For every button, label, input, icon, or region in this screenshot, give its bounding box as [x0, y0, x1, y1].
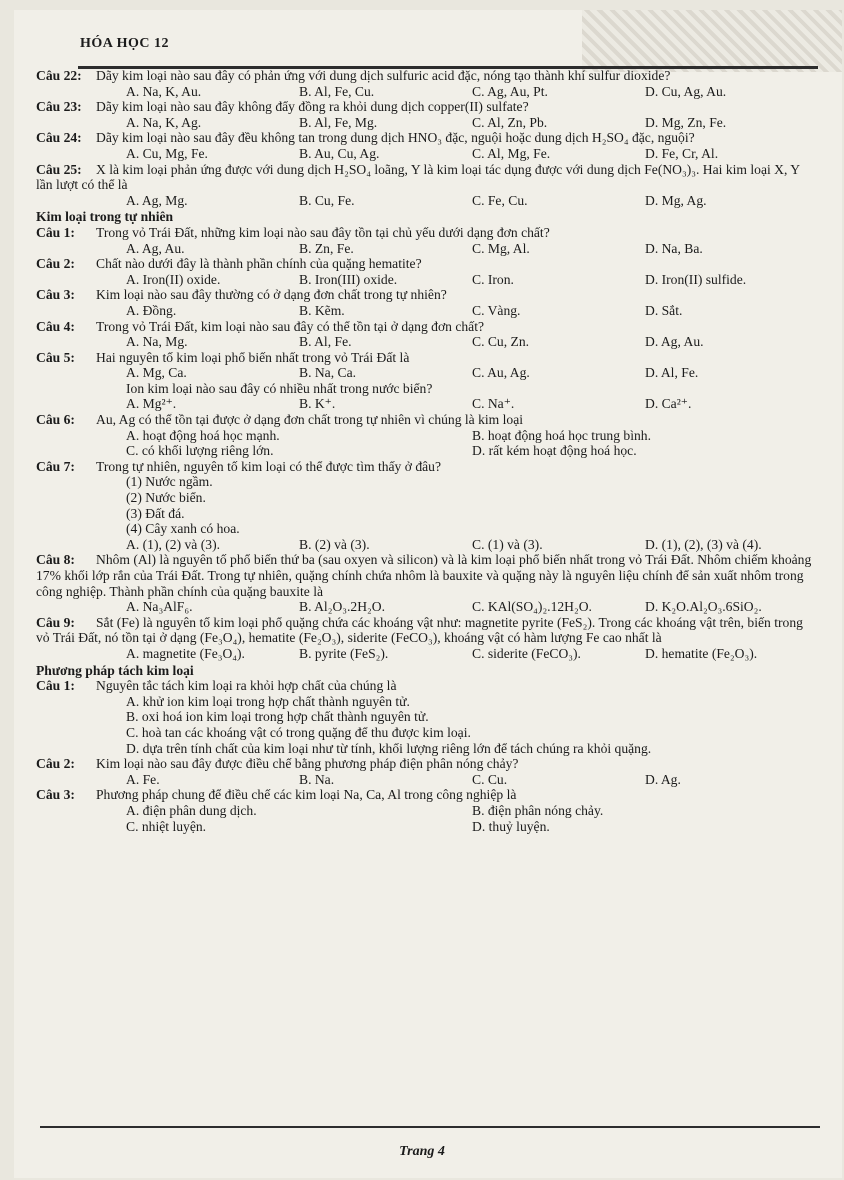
answer-option: B. Al, Fe.	[299, 334, 352, 350]
question-number: Câu 4:	[36, 318, 75, 334]
answer-options	[36, 537, 818, 553]
page-header: HÓA HỌC 12	[80, 36, 170, 51]
question	[36, 225, 818, 241]
answer-option: B. điện phân nóng chảy.	[472, 802, 604, 818]
answer-option: C. siderite (FeCO₃).	[472, 645, 581, 661]
decorative-pattern	[582, 10, 842, 72]
question-stem: Nhôm (Al) là nguyên tố phổ biến thứ ba (sau oxyen và silicon) và là kim loại phổ biến nhất trong vỏ Trái Đất. Nhôm chiếm khoảng 17% khối lớp rắn của Trái Đất. Trong tự nhiên, quặng chính chứa nhôm là bauxite và quặng này là nguyên liệu chính để sản xuất nhôm trong công nghiệp. Thành phần chính của quặng bauxite là	[36, 552, 812, 599]
question-number: Câu 1:	[36, 224, 75, 240]
answer-option: A. Đồng.	[126, 302, 177, 318]
answer-option: B. Al₂O₃.2H₂O.	[299, 599, 385, 615]
answer-options	[36, 272, 818, 288]
question	[36, 412, 818, 428]
answer-option: B. Iron(III) oxide.	[299, 271, 398, 287]
answer-option: B. Kẽm.	[299, 302, 345, 318]
question-number: Câu 5:	[36, 349, 75, 365]
question-stem: Au, Ag có thể tồn tại được ở dạng đơn chất trong tự nhiên vì chúng là kim loại	[96, 412, 524, 428]
answer-option: B. Au, Cu, Ag.	[299, 145, 380, 161]
question-stem: Nguyên tắc tách kim loại ra khỏi hợp chất của chúng là	[96, 678, 397, 694]
statement-line: B. oxi hoá ion kim loại trong hợp chất thành nguyên tử.	[126, 709, 429, 725]
answer-option: A. Na, K, Ag.	[126, 114, 202, 130]
footer-rule	[40, 1126, 820, 1128]
answer-option: C. Cu.	[472, 771, 508, 787]
answer-option: C. Fe, Cu.	[472, 192, 528, 208]
answer-option: A. Iron(II) oxide.	[126, 271, 221, 287]
question-stem: Phương pháp chung để điều chế các kim loại Na, Ca, Al trong công nghiệp là	[96, 787, 517, 803]
answer-option: A. Mg²⁺.	[126, 396, 177, 412]
answer-options	[36, 146, 818, 162]
answer-option: D. rất kém hoạt động hoá học.	[472, 443, 637, 459]
question-number: Câu 3:	[36, 287, 75, 303]
question	[36, 787, 818, 803]
answer-option: A. (1), (2) và (3).	[126, 536, 220, 552]
answer-option: C. Na⁺.	[472, 396, 515, 412]
question	[36, 381, 818, 397]
statement-line: (3) Đất đá.	[126, 505, 185, 521]
answer-option: B. Al, Fe, Cu.	[299, 83, 375, 99]
answer-option: D. Cu, Ag, Au.	[645, 83, 727, 99]
answer-option: D. K₂O.Al₂O₃.6SiO₂.	[645, 599, 762, 615]
question	[36, 615, 818, 646]
statement-line: (1) Nước ngầm.	[126, 474, 213, 490]
answer-options	[36, 646, 818, 662]
answer-option: C. Iron.	[472, 271, 514, 287]
question-stem: Hai nguyên tố kim loại phổ biến nhất trong vỏ Trái Đất là	[96, 349, 410, 365]
answer-option: D. Ca²⁺.	[645, 396, 692, 412]
answer-options	[36, 303, 818, 319]
answer-option: D. Fe, Cr, Al.	[645, 145, 719, 161]
question-stem: Ion kim loại nào sau đây có nhiều nhất trong nước biển?	[126, 380, 433, 396]
answer-options	[36, 443, 818, 459]
answer-option: C. Al, Zn, Pb.	[472, 114, 548, 130]
question	[36, 459, 818, 475]
answer-option: A. Cu, Mg, Fe.	[126, 145, 208, 161]
question	[36, 68, 818, 84]
answer-option: A. Mg, Ca.	[126, 365, 187, 381]
answer-option: A. magnetite (Fe₃O₄).	[126, 645, 245, 661]
answer-option: A. Ag, Au.	[126, 240, 185, 256]
answer-option: A. hoạt động hoá học mạnh.	[126, 427, 280, 443]
answer-options	[36, 193, 818, 209]
question-number: Câu 8:	[36, 552, 75, 568]
question-list	[36, 68, 818, 834]
question	[36, 756, 818, 772]
answer-option: C. Mg, Al.	[472, 240, 530, 256]
answer-options	[36, 803, 818, 819]
answer-option: C. Vàng.	[472, 302, 521, 318]
answer-option: C. Al, Mg, Fe.	[472, 145, 551, 161]
question-number: Câu 2:	[36, 256, 75, 272]
question-stem: Trong vỏ Trái Đất, những kim loại nào sau đây tồn tại chủ yếu dưới dạng đơn chất?	[96, 224, 550, 240]
question-stem: Trong tự nhiên, nguyên tố kim loại có thể được tìm thấy ở đâu?	[96, 458, 441, 474]
answer-options	[36, 115, 818, 131]
statement-line: A. khử ion kim loại trong hợp chất thành nguyên tử.	[126, 693, 410, 709]
question-number: Câu 25:	[36, 161, 82, 177]
answer-option: B. Na.	[299, 771, 335, 787]
answer-option: C. nhiệt luyện.	[126, 818, 207, 834]
question	[36, 319, 818, 335]
page-footer: Trang 4	[399, 1144, 445, 1159]
answer-option: C. (1) và (3).	[472, 536, 543, 552]
answer-options	[36, 428, 818, 444]
answer-options	[36, 365, 818, 381]
answer-option: A. Na, K, Au.	[126, 83, 202, 99]
question-stem: Chất nào dưới đây là thành phần chính của quặng hematite?	[96, 256, 422, 272]
question-number: Câu 6:	[36, 412, 75, 428]
section-heading: Kim loại trong tự nhiên	[36, 209, 174, 225]
question	[36, 162, 818, 193]
question-number: Câu 22:	[36, 68, 82, 83]
answer-option: C. Cu, Zn.	[472, 334, 530, 350]
question	[36, 256, 818, 272]
answer-option: D. Sắt.	[645, 302, 683, 318]
section-heading: Phương pháp tách kim loại	[36, 662, 194, 678]
answer-option: A. Na₃AlF₆.	[126, 599, 193, 615]
answer-options	[36, 819, 818, 835]
question-stem: X là kim loại phản ứng được với dung dịch H₂SO₄ loãng, Y là kim loại tác dụng được với dung dịch Fe(NO₃)₃. Hai kim loại X, Y lần lượt có thể là	[36, 161, 800, 193]
answer-option: C. Ag, Au, Pt.	[472, 83, 548, 99]
answer-option: B. pyrite (FeS₂).	[299, 645, 389, 661]
answer-option: A. Na, Mg.	[126, 334, 188, 350]
statement-line: C. hoà tan các khoáng vật có trong quặng để thu được kim loại.	[126, 724, 471, 740]
question-stem: Dãy kim loại nào sau đây không đẩy đồng ra khỏi dung dịch copper(II) sulfate?	[96, 99, 529, 115]
statement-line: D. dựa trên tính chất của kim loại như từ tính, khối lượng riêng lớn để tách chúng ra khỏi quặng.	[126, 740, 652, 756]
question-stem: Kim loại nào sau đây thường có ở dạng đơn chất trong tự nhiên?	[96, 287, 447, 303]
answer-option: D. hematite (Fe₂O₃).	[645, 645, 758, 661]
answer-option: D. Ag.	[645, 771, 681, 787]
answer-option: D. thuỷ luyện.	[472, 818, 550, 834]
question-number: Câu 9:	[36, 614, 75, 630]
answer-option: A. Fe.	[126, 771, 160, 787]
answer-options	[36, 84, 818, 100]
answer-option: B. hoạt động hoá học trung bình.	[472, 427, 651, 443]
answer-options	[36, 599, 818, 615]
answer-options	[36, 396, 818, 412]
question-number: Câu 1:	[36, 678, 75, 694]
answer-option: D. Al, Fe.	[645, 365, 699, 381]
question	[36, 350, 818, 366]
answer-option: D. Mg, Zn, Fe.	[645, 114, 727, 130]
answer-option: B. (2) và (3).	[299, 536, 370, 552]
answer-option: C. KAl(SO₄)₂.12H₂O.	[472, 599, 592, 615]
answer-option: D. Na, Ba.	[645, 240, 703, 256]
answer-option: B. Cu, Fe.	[299, 192, 355, 208]
question-stem: Trong vỏ Trái Đất, kim loại nào sau đây có thể tồn tại ở dạng đơn chất?	[96, 318, 485, 334]
answer-options	[36, 241, 818, 257]
answer-option: C. có khối lượng riêng lớn.	[126, 443, 274, 459]
answer-option: B. K⁺.	[299, 396, 336, 412]
question-stem: Dãy kim loại nào sau đây đều không tan trong dung dịch HNO₃ đặc, nguội hoặc dung dịch H₂SO₄ đặc, nguội?	[96, 130, 695, 146]
answer-options	[36, 334, 818, 350]
answer-option: B. Na, Ca.	[299, 365, 357, 381]
question-number: Câu 23:	[36, 99, 82, 115]
question-stem: Kim loại nào sau đây được điều chế bằng phương pháp điện phân nóng chảy?	[96, 756, 519, 772]
question-number: Câu 24:	[36, 130, 82, 146]
question-stem: Sắt (Fe) là nguyên tố kim loại phổ quặng chứa các khoáng vật như: magnetite pyrite (FeS₂). Trong các khoáng vật trên, biến trong vỏ Trái Đất, nó tồn tại ở dạng (Fe₃O₄), hematite (Fe₂O₃), siderite (FeCO₃), khoáng vật có hàm lượng Fe cao nhất là	[36, 614, 803, 646]
answer-option: A. điện phân dung dịch.	[126, 802, 257, 818]
question-stem: Dãy kim loại nào sau đây có phản ứng với dung dịch sulfuric acid đặc, nóng tạo thành khí sulfur dioxide?	[96, 68, 671, 83]
answer-option: B. Al, Fe, Mg.	[299, 114, 378, 130]
question	[36, 552, 818, 599]
question-number: Câu 2:	[36, 756, 75, 772]
answer-options	[36, 772, 818, 788]
answer-option: C. Au, Ag.	[472, 365, 530, 381]
question	[36, 678, 818, 694]
answer-option: D. Ag, Au.	[645, 334, 704, 350]
question-number: Câu 3:	[36, 787, 75, 803]
question	[36, 99, 818, 115]
question-number: Câu 7:	[36, 458, 75, 474]
statement-line: (4) Cây xanh có hoa.	[126, 521, 240, 537]
statement-line: (2) Nước biển.	[126, 490, 206, 506]
answer-option: D. Mg, Ag.	[645, 192, 707, 208]
question	[36, 287, 818, 303]
answer-option: D. (1), (2), (3) và (4).	[645, 536, 762, 552]
question	[36, 130, 818, 146]
answer-option: B. Zn, Fe.	[299, 240, 354, 256]
answer-option: D. Iron(II) sulfide.	[645, 271, 747, 287]
answer-option: A. Ag, Mg.	[126, 192, 188, 208]
